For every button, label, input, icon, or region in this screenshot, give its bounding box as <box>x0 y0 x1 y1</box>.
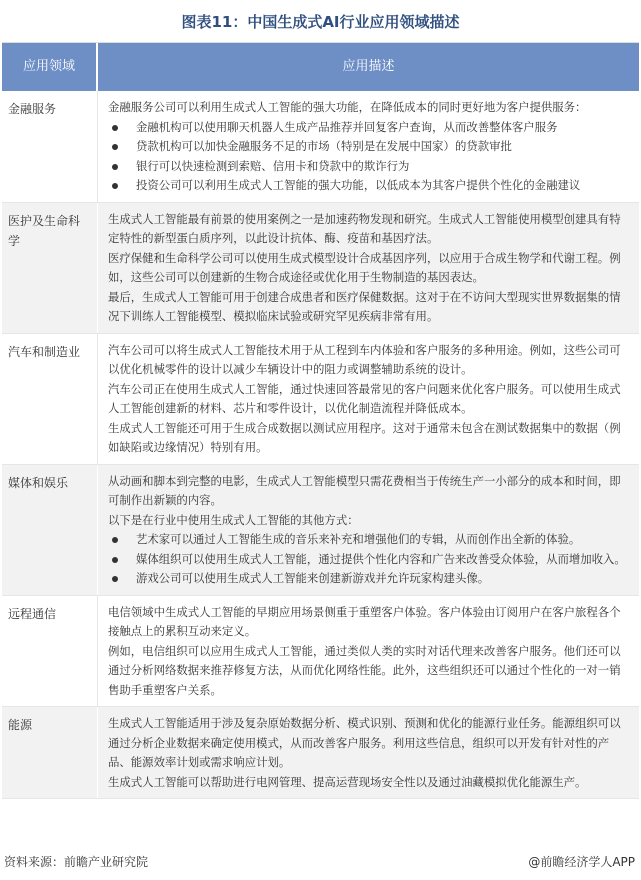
row-description <box>98 91 639 202</box>
paragraph: 医疗保健和生命科学公司可以使用生成式模型设计合成基因序列，以应用于合成生物学和代谢工程。例如，这些公司可以创建新的生物合成途径或优化用于生物制造的基因表达。 <box>108 250 621 284</box>
bullet-item: 银行可以快速检测到索赔、信用卡和贷款中的欺诈行为 <box>108 157 631 177</box>
row-description <box>98 465 639 595</box>
paragraph: 以下是在行业中使用生成式人工智能的其他方式： <box>108 512 359 527</box>
table-row <box>2 596 639 708</box>
paragraph: 生成式人工智能适用于涉及复杂原始数据分析、模式识别、预测和优化的能源行业任务。能源组织可以通过分析企业数据来确定使用模式，从而改善客户服务。利用这些信息，组织可以开发有针对性的产品、能源效率计划或需求响应计划。 <box>108 716 621 769</box>
row-category: 金融服务 <box>2 91 98 202</box>
row-description <box>98 596 639 707</box>
row-category: 远程通信 <box>2 596 98 707</box>
row-description <box>98 334 639 464</box>
table-row <box>2 465 639 596</box>
row-description <box>98 707 639 798</box>
header-field: 应用领域 <box>2 43 98 91</box>
paragraph: 最后，生成式人工智能可用于创建合成患者和医疗保健数据。这对于在不访问大型现实世界数据集的情况下训练人工智能模型、模拟临床试验或研究罕见疾病非常有用。 <box>108 289 621 323</box>
row-description <box>98 203 639 333</box>
table-row <box>2 91 639 203</box>
paragraph: 从动画和脚本到完整的电影，生成式人工智能模型只需花费相当于传统生产一小部分的成本和时间，即可制作出新颖的内容。 <box>108 473 621 507</box>
paragraph: 例如，电信组织可以应用生成式人工智能，通过类似人类的实时对话代理来改善客户服务。他们还可以通过分析网络数据来推荐修复方法，从而优化网络性能。此外，这些组织还可以通过个性化的一对一销售助手重塑客户关系。 <box>108 643 621 697</box>
paragraph: 汽车公司正在使用生成式人工智能，通过快速回答最常见的客户问题来优化客户服务。可以使用生成式人工智能创建新的材料、芯片和零件设计，以优化制造流程并降低成本。 <box>108 381 621 415</box>
table-row <box>2 203 639 334</box>
source-note: 资料来源：前瞻产业研究院 <box>4 855 149 869</box>
paragraph: 生成式人工智能最有前景的使用案例之一是加速药物发现和研究。生成式人工智能使用模型创建具有特定特性的新型蛋白质序列，以此设计抗体、酶、疫苗和基因疗法。 <box>108 211 621 245</box>
row-category: 医护及生命科学 <box>2 203 98 333</box>
footer <box>0 851 641 873</box>
paragraph: 电信领域中生成式人工智能的早期应用场景侧重于重塑客户体验。客户体验由订阅用户在客户旅程各个接触点上的累积互动来定义。 <box>108 604 621 638</box>
table-row <box>2 707 639 799</box>
table-row <box>2 334 639 465</box>
brand-credit: @前瞻经济学人APP <box>528 855 635 869</box>
chart-title: 图表11：中国生成式AI行业应用领域描述 <box>181 13 460 31</box>
paragraph: 汽车公司可以将生成式人工智能技术用于从工程到车内体验和客户服务的多种用途。例如，这些公司可以优化机械零件的设计以减少车辆设计中的阻力或调整辅助系统的设计。 <box>108 342 621 376</box>
application-table <box>2 42 639 799</box>
bullet-item: 艺术家可以通过人工智能生成的音乐来补充和增强他们的专辑，从而创作出全新的体验。 <box>108 530 631 550</box>
header-description: 应用描述 <box>342 59 395 74</box>
table-body <box>2 91 639 799</box>
row-category: 汽车和制造业 <box>2 334 98 464</box>
bullet-item: 贷款机构可以加快金融服务不足的市场（特别是在发展中国家）的贷款审批 <box>108 137 631 157</box>
paragraph: 生成式人工智能还可用于生成合成数据以测试应用程序。这对于通常未包含在测试数据集中的数据（例如缺陷或边缘情况）特别有用。 <box>108 420 621 454</box>
bullet-item: 投资公司可以利用生成式人工智能的强大功能，以低成本为其客户提供个性化的金融建议 <box>108 176 631 196</box>
bullet-item: 金融机构可以使用聊天机器人生成产品推荐并回复客户查询，从而改善整体客户服务 <box>108 118 631 138</box>
bullet-item: 媒体组织可以使用生成式人工智能，通过提供个性化内容和广告来改善受众体验，从而增加收入。 <box>108 550 631 570</box>
table-header <box>2 43 639 91</box>
row-category: 能源 <box>2 707 98 798</box>
bullet-item: 游戏公司可以使用生成式人工智能来创建新游戏并允许玩家构建头像。 <box>108 569 631 589</box>
paragraph: 生成式人工智能可以帮助进行电网管理、提高运营现场安全性以及通过油藏模拟优化能源生产。 <box>108 774 587 789</box>
paragraph: 金融服务公司可以利用生成式人工智能的强大功能，在降低成本的同时更好地为客户提供服务： <box>108 100 587 114</box>
row-category: 媒体和娱乐 <box>2 465 98 595</box>
